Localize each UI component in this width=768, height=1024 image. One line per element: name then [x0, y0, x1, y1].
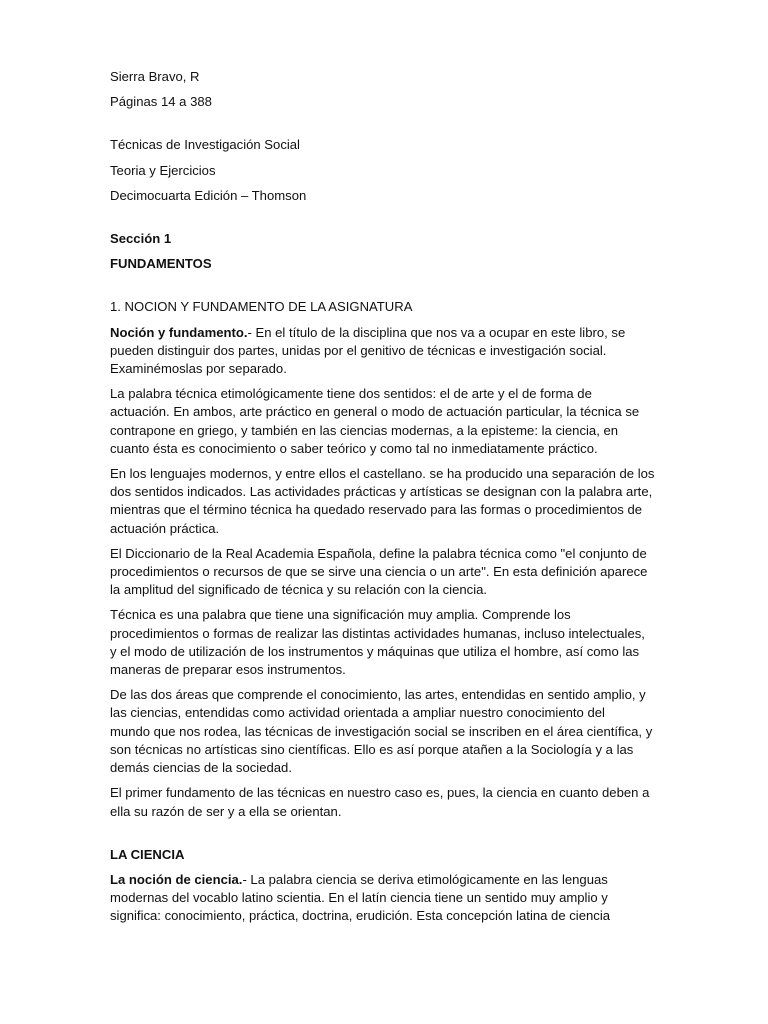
paragraph-line: pueden distinguir dos partes, unidas por el genitivo de técnicas e investigación social.	[110, 342, 607, 358]
chapter-heading: 1. NOCION Y FUNDAMENTO DE LA ASIGNATURA	[110, 299, 413, 315]
book-title: Técnicas de Investigación Social	[110, 137, 300, 153]
paragraph-line: significa: conocimiento, práctica, doctrina, erudición. Esta concepción latina de ciencia	[110, 908, 611, 924]
paragraph-line: El primer fundamento de las técnicas en nuestro caso es, pues, la ciencia en cuanto deben a	[110, 785, 650, 801]
pages-line: Páginas 14 a 388	[110, 94, 212, 110]
paragraph-line: mundo que nos rodea, las técnicas de investigación social se inscriben en el área científica, y	[110, 723, 653, 739]
ciencia-heading: LA CIENCIA	[110, 846, 185, 862]
paragraph-line: procedimientos o formas de realizar las distintas actividades humanas, incluso intelectuales,	[110, 625, 645, 641]
paragraph-line: actuación práctica.	[110, 520, 220, 536]
paragraph-primer-fundamento	[110, 784, 694, 820]
paragraph-lead: Noción y fundamento.	[110, 324, 248, 340]
paragraph-diccionario	[110, 545, 694, 600]
paragraph-areas-conocimiento	[110, 686, 694, 777]
paragraph-line: El Diccionario de la Real Academia Española, define la palabra técnica como "el conjunto de	[110, 545, 647, 561]
author-line: Sierra Bravo, R	[110, 69, 200, 84]
paragraph-tecnica-etimologia	[110, 385, 694, 458]
paragraph-line: contrapone en griego, y también en las ciencias modernas, a la episteme: la ciencia, en	[110, 422, 619, 438]
paragraph-line: las ciencias, entendidas como actividad orientada a ampliar nuestro conocimiento del	[110, 705, 605, 721]
paragraph-significacion	[110, 606, 694, 679]
paragraph-line: ella su razón de ser y a ella se orientan.	[110, 803, 342, 819]
paragraph-line: De las dos áreas que comprende el conocimiento, las artes, entendidas en sentido amplio, y	[110, 687, 646, 703]
paragraph-line: procedimientos o recursos de que se sirve una ciencia o un arte". En esta definición aparece	[110, 564, 648, 580]
paragraph-line: Técnica es una palabra que tiene una significación muy amplia. Comprende los	[110, 607, 571, 623]
paragraph-line: modernas del vocablo latino scientia. En el latín ciencia tiene un sentido muy amplio y	[110, 890, 608, 906]
book-subtitle: Teoria y Ejercicios	[110, 162, 216, 178]
paragraph-line: Examinémoslas por separado.	[110, 361, 287, 377]
paragraph-line: y el modo de utilización de los instrumentos y máquinas que utiliza el hombre, así como las	[110, 643, 640, 659]
paragraph-line: demás ciencias de la sociedad.	[110, 760, 292, 776]
paragraph-line: la amplitud del significado de técnica y su relación con la ciencia.	[110, 582, 488, 598]
paragraph-line: La palabra técnica etimológicamente tiene dos sentidos: el de arte y el de forma de	[110, 386, 592, 402]
paragraph-line: maneras de preparar esos instrumentos.	[110, 662, 346, 678]
paragraph-line: Noción y fundamento.- En el título de la disciplina que nos va a ocupar en este libro, se	[110, 324, 626, 340]
section-title: FUNDAMENTOS	[110, 256, 212, 272]
paragraph-nocion	[110, 324, 694, 379]
paragraph-line: En los lenguajes modernos, y entre ellos el castellano. se ha producido una separación de los	[110, 466, 655, 482]
edition-line: Decimocuarta Edición – Thomson	[110, 187, 307, 203]
paragraph-line: actuación. En ambos, arte práctico en general o modo de actuación particular, la técnica se	[110, 404, 640, 420]
paragraph-line: mientras que el término técnica ha quedado reservado para las formas o procedimientos de	[110, 502, 643, 518]
section-label: Sección 1	[110, 231, 172, 247]
paragraph-lenguajes-modernos	[110, 465, 694, 538]
paragraph-line: dos sentidos indicados. Las actividades prácticas y artísticas se designan con la palabra arte,	[110, 484, 653, 500]
paragraph-line: cuanto ésta es conocimiento o saber teórico y como tal no inmediatamente práctico.	[110, 440, 598, 456]
paragraph-line: La noción de ciencia.- La palabra ciencia se deriva etimológicamente en las lenguas	[110, 871, 608, 887]
paragraph-lead: La noción de ciencia.	[110, 871, 243, 887]
paragraph-nocion-ciencia	[110, 871, 694, 926]
document-body	[110, 68, 694, 926]
paragraph-line: son técnicas no artísticas sino científicas. Ello es así porque atañen a la Sociología y a las	[110, 741, 634, 757]
